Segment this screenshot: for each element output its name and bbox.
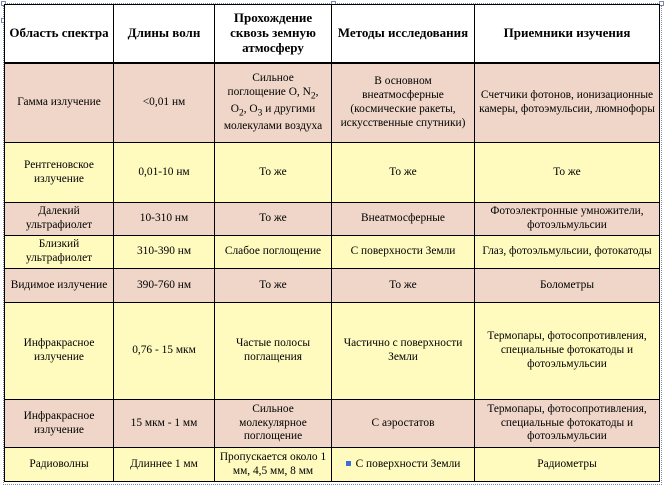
cell-wavelength: 0,01-10 нм — [114, 143, 215, 203]
spectrum-table — [4, 4, 660, 482]
header-research-methods: Методы исследования — [332, 5, 475, 63]
absorb-line-4: молекулами воздуха — [223, 119, 323, 132]
cell-methods: С поверхности Земли — [332, 236, 475, 269]
cell-region: Радиоволны — [5, 448, 114, 482]
absorb-text: поглощение O, N — [227, 85, 311, 98]
cell-atmosphere: То же — [215, 269, 332, 303]
cell-wavelength: <0,01 нм — [114, 63, 215, 143]
cell-atmosphere — [215, 63, 332, 143]
cell-receivers: Счетчики фотонов, ионизационные камеры, фотоэмульсии, люмнофоры — [475, 63, 660, 143]
cell-wavelength: 15 мкм - 1 мм — [114, 400, 215, 448]
cell-methods: С аэростатов — [332, 400, 475, 448]
cell-atmosphere: То же — [215, 203, 332, 236]
cell-atmosphere: Частые полосы поглащения — [215, 303, 332, 400]
absorb-line-3 — [218, 103, 328, 120]
cell-receivers: Фотоэлектронные умножители, фотоэльмульсии — [475, 203, 660, 236]
header-spectrum-region: Область спектра — [5, 5, 114, 63]
header-wavelength: Длины волн — [114, 5, 215, 63]
table-row — [5, 303, 660, 400]
table-header-row — [5, 5, 660, 63]
absorb-text: , O — [243, 102, 258, 115]
cell-wavelength: Длиннее 1 мм — [114, 448, 215, 482]
cell-region: Инфракрасное излучение — [5, 400, 114, 448]
cell-wavelength: 310-390 нм — [114, 236, 215, 269]
cell-atmosphere: Слабое поглощение — [215, 236, 332, 269]
cell-methods: То же — [332, 143, 475, 203]
absorb-text: O — [230, 102, 239, 115]
header-atmosphere-passage: Прохождение сквозь земную атмосферу — [215, 5, 332, 63]
table-row — [5, 203, 660, 236]
cell-region: Близкий ультрафиолет — [5, 236, 114, 269]
cell-region: Гамма излучение — [5, 63, 114, 143]
cell-atmosphere: То же — [215, 143, 332, 203]
absorb-line-1: Сильное — [252, 71, 294, 84]
cell-methods: В основном внеатмосферные (космические ракеты, искусственные спутники) — [332, 63, 475, 143]
cell-methods: Внеатмосферные — [332, 203, 475, 236]
table-row — [5, 63, 660, 143]
table-row — [5, 400, 660, 448]
cell-methods: Частично с поверхности Земли — [332, 303, 475, 400]
cell-receivers: Термопары, фотосопротивления, специальные фотокатоды и фотоэльмульсии — [475, 400, 660, 448]
cell-wavelength: 0,76 - 15 мкм — [114, 303, 215, 400]
text-anchor-marker — [346, 461, 351, 466]
cell-region: Видимое излучение — [5, 269, 114, 303]
table-row — [5, 236, 660, 269]
cell-receivers: Термопары, фотосопротивления, специальные фотокатоды и фотоэльмульсии — [475, 303, 660, 400]
cell-region: Инфракрасное излучение — [5, 303, 114, 400]
cell-methods: То же — [332, 269, 475, 303]
cell-receivers: То же — [475, 143, 660, 203]
cell-wavelength: 10-310 нм — [114, 203, 215, 236]
absorb-text: и другими — [262, 102, 316, 115]
header-receivers: Приемники изучения — [475, 5, 660, 63]
cell-methods — [332, 448, 475, 482]
cell-region: Рентгеновское излучение — [5, 143, 114, 203]
cell-atmosphere: Пропускается около 1 мм, 4,5 мм, 8 мм — [215, 448, 332, 482]
cell-receivers: Глаз, фотоэльмульсии, фотокатоды — [475, 236, 660, 269]
cell-receivers: Болометры — [475, 269, 660, 303]
table-row — [5, 143, 660, 203]
subscript: 3 — [257, 108, 263, 119]
cell-wavelength: 390-760 нм — [114, 269, 215, 303]
table-row — [5, 448, 660, 482]
cell-receivers: Радиометры — [475, 448, 660, 482]
subscript: 2 — [310, 91, 316, 102]
cell-atmosphere: Сильное молекулярное поглощение — [215, 400, 332, 448]
absorb-line-2 — [218, 86, 328, 103]
cell-region: Далекий ультрафиолет — [5, 203, 114, 236]
absorb-text: , — [315, 85, 319, 98]
table-row — [5, 269, 660, 303]
methods-text: С поверхности Земли — [355, 457, 461, 470]
subscript: 2 — [238, 108, 244, 119]
